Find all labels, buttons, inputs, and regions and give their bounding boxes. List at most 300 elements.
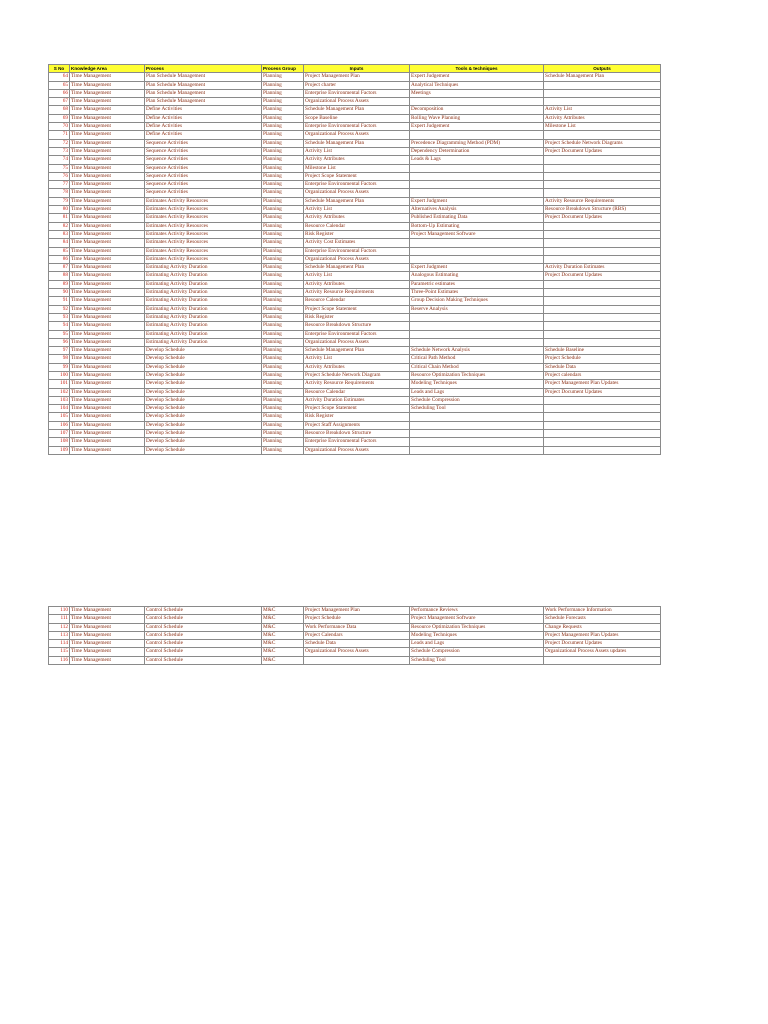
process-cell[interactable]: Plan Schedule Management: [145, 89, 262, 97]
outputs-cell[interactable]: [544, 181, 661, 189]
tools-cell[interactable]: Analogous Estimating: [410, 272, 544, 280]
knowledge-area-cell[interactable]: Time Management: [70, 371, 145, 379]
outputs-cell[interactable]: [544, 280, 661, 288]
inputs-cell[interactable]: Activity Resource Requirements: [304, 289, 410, 297]
knowledge-area-cell[interactable]: Time Management: [70, 289, 145, 297]
inputs-cell[interactable]: Organizational Process Assets: [304, 648, 410, 656]
process-group-cell[interactable]: Planning: [262, 222, 304, 230]
knowledge-area-cell[interactable]: Time Management: [70, 305, 145, 313]
inputs-cell[interactable]: Activity List: [304, 206, 410, 214]
sno-cell[interactable]: 85: [49, 247, 70, 255]
outputs-cell[interactable]: [544, 230, 661, 238]
knowledge-area-cell[interactable]: Time Management: [70, 322, 145, 330]
sno-cell[interactable]: 92: [49, 305, 70, 313]
process-cell[interactable]: Develop Schedule: [145, 371, 262, 379]
process-group-cell[interactable]: Planning: [262, 421, 304, 429]
outputs-cell[interactable]: [544, 438, 661, 446]
inputs-cell[interactable]: Activity Resource Requirements: [304, 380, 410, 388]
outputs-cell[interactable]: [544, 413, 661, 421]
process-cell[interactable]: Estimating Activity Duration: [145, 272, 262, 280]
process-cell[interactable]: Control Schedule: [145, 656, 262, 664]
process-group-cell[interactable]: Planning: [262, 172, 304, 180]
process-cell[interactable]: Define Activities: [145, 123, 262, 131]
process-cell[interactable]: Sequence Activities: [145, 139, 262, 147]
tools-cell[interactable]: Schedule Compression: [410, 396, 544, 404]
inputs-cell[interactable]: Scope Baseline: [304, 114, 410, 122]
tools-cell[interactable]: [410, 239, 544, 247]
process-group-cell[interactable]: Planning: [262, 388, 304, 396]
process-cell[interactable]: Develop Schedule: [145, 355, 262, 363]
tools-cell[interactable]: [410, 131, 544, 139]
tools-cell[interactable]: [410, 430, 544, 438]
sno-cell[interactable]: 116: [49, 656, 70, 664]
sno-cell[interactable]: 110: [49, 607, 70, 615]
process-group-cell[interactable]: Planning: [262, 81, 304, 89]
header-outputs[interactable]: Outputs: [544, 65, 661, 73]
inputs-cell[interactable]: Project Staff Assignments: [304, 421, 410, 429]
knowledge-area-cell[interactable]: Time Management: [70, 615, 145, 623]
header-process[interactable]: Process: [145, 65, 262, 73]
process-group-cell[interactable]: M&C: [262, 623, 304, 631]
sno-cell[interactable]: 74: [49, 156, 70, 164]
process-group-cell[interactable]: Planning: [262, 430, 304, 438]
outputs-cell[interactable]: Resource Breakdown Structure (RBS): [544, 206, 661, 214]
knowledge-area-cell[interactable]: Time Management: [70, 297, 145, 305]
knowledge-area-cell[interactable]: Time Management: [70, 430, 145, 438]
inputs-cell[interactable]: Schedule Management Plan: [304, 197, 410, 205]
outputs-cell[interactable]: [544, 305, 661, 313]
outputs-cell[interactable]: Project Document Updates: [544, 147, 661, 155]
outputs-cell[interactable]: [544, 289, 661, 297]
outputs-cell[interactable]: Project Document Updates: [544, 272, 661, 280]
tools-cell[interactable]: Critical Chain Method: [410, 363, 544, 371]
process-cell[interactable]: Control Schedule: [145, 648, 262, 656]
tools-cell[interactable]: [410, 247, 544, 255]
process-group-cell[interactable]: Planning: [262, 363, 304, 371]
process-cell[interactable]: Estimating Activity Duration: [145, 289, 262, 297]
knowledge-area-cell[interactable]: Time Management: [70, 623, 145, 631]
process-cell[interactable]: Define Activities: [145, 131, 262, 139]
inputs-cell[interactable]: Activity List: [304, 272, 410, 280]
process-cell[interactable]: Develop Schedule: [145, 380, 262, 388]
inputs-cell[interactable]: Project Scope Statement: [304, 405, 410, 413]
process-group-cell[interactable]: Planning: [262, 289, 304, 297]
process-group-cell[interactable]: Planning: [262, 247, 304, 255]
sno-cell[interactable]: 105: [49, 413, 70, 421]
process-group-cell[interactable]: Planning: [262, 89, 304, 97]
process-cell[interactable]: Sequence Activities: [145, 147, 262, 155]
outputs-cell[interactable]: [544, 297, 661, 305]
process-cell[interactable]: Control Schedule: [145, 623, 262, 631]
tools-cell[interactable]: Leads & Lags: [410, 156, 544, 164]
process-group-cell[interactable]: Planning: [262, 181, 304, 189]
process-cell[interactable]: Estimating Activity Duration: [145, 297, 262, 305]
process-cell[interactable]: Control Schedule: [145, 631, 262, 639]
tools-cell[interactable]: Expert Judgment: [410, 264, 544, 272]
sno-cell[interactable]: 68: [49, 106, 70, 114]
knowledge-area-cell[interactable]: Time Management: [70, 98, 145, 106]
tools-cell[interactable]: [410, 164, 544, 172]
knowledge-area-cell[interactable]: Time Management: [70, 206, 145, 214]
inputs-cell[interactable]: Resource Calendar: [304, 222, 410, 230]
sno-cell[interactable]: 115: [49, 648, 70, 656]
inputs-cell[interactable]: Enterprise Environmental Factors: [304, 123, 410, 131]
process-cell[interactable]: Sequence Activities: [145, 164, 262, 172]
inputs-cell[interactable]: Resource Breakdown Structure: [304, 322, 410, 330]
outputs-cell[interactable]: Project calendars: [544, 371, 661, 379]
sno-cell[interactable]: 82: [49, 222, 70, 230]
outputs-cell[interactable]: Schedule Baseline: [544, 347, 661, 355]
process-cell[interactable]: Plan Schedule Management: [145, 73, 262, 81]
outputs-cell[interactable]: [544, 396, 661, 404]
knowledge-area-cell[interactable]: Time Management: [70, 189, 145, 197]
header-sno[interactable]: S No: [49, 65, 70, 73]
outputs-cell[interactable]: [544, 247, 661, 255]
sno-cell[interactable]: 66: [49, 89, 70, 97]
process-cell[interactable]: Sequence Activities: [145, 156, 262, 164]
sno-cell[interactable]: 79: [49, 197, 70, 205]
tools-cell[interactable]: [410, 446, 544, 454]
inputs-cell[interactable]: Project Schedule Network Diagram: [304, 371, 410, 379]
process-cell[interactable]: Estimating Activity Duration: [145, 330, 262, 338]
inputs-cell[interactable]: Schedule Data: [304, 640, 410, 648]
process-group-cell[interactable]: Planning: [262, 371, 304, 379]
sno-cell[interactable]: 65: [49, 81, 70, 89]
outputs-cell[interactable]: Schedule Data: [544, 363, 661, 371]
sno-cell[interactable]: 112: [49, 623, 70, 631]
process-cell[interactable]: Estimates Activity Resources: [145, 230, 262, 238]
process-cell[interactable]: Develop Schedule: [145, 363, 262, 371]
tools-cell[interactable]: Leads and Lags: [410, 640, 544, 648]
sno-cell[interactable]: 83: [49, 230, 70, 238]
sno-cell[interactable]: 78: [49, 189, 70, 197]
tools-cell[interactable]: Alternatives Analysis: [410, 206, 544, 214]
knowledge-area-cell[interactable]: Time Management: [70, 396, 145, 404]
process-group-cell[interactable]: Planning: [262, 147, 304, 155]
outputs-cell[interactable]: [544, 222, 661, 230]
tools-cell[interactable]: Resource Optimization Techniques: [410, 371, 544, 379]
process-cell[interactable]: Estimates Activity Resources: [145, 255, 262, 263]
outputs-cell[interactable]: Activity Attributes: [544, 114, 661, 122]
outputs-cell[interactable]: Project Schedule: [544, 355, 661, 363]
process-cell[interactable]: Define Activities: [145, 106, 262, 114]
knowledge-area-cell[interactable]: Time Management: [70, 656, 145, 664]
inputs-cell[interactable]: Resource Calendar: [304, 388, 410, 396]
outputs-cell[interactable]: [544, 89, 661, 97]
process-group-cell[interactable]: Planning: [262, 139, 304, 147]
knowledge-area-cell[interactable]: Time Management: [70, 230, 145, 238]
sno-cell[interactable]: 98: [49, 355, 70, 363]
inputs-cell[interactable]: Project charter: [304, 81, 410, 89]
sno-cell[interactable]: 104: [49, 405, 70, 413]
tools-cell[interactable]: Critical Path Method: [410, 355, 544, 363]
outputs-cell[interactable]: [544, 322, 661, 330]
process-group-cell[interactable]: Planning: [262, 197, 304, 205]
process-cell[interactable]: Develop Schedule: [145, 413, 262, 421]
knowledge-area-cell[interactable]: Time Management: [70, 156, 145, 164]
sno-cell[interactable]: 99: [49, 363, 70, 371]
process-cell[interactable]: Develop Schedule: [145, 388, 262, 396]
knowledge-area-cell[interactable]: Time Management: [70, 139, 145, 147]
process-cell[interactable]: Develop Schedule: [145, 421, 262, 429]
outputs-cell[interactable]: [544, 131, 661, 139]
outputs-cell[interactable]: Activity Duration Estimates: [544, 264, 661, 272]
process-cell[interactable]: Develop Schedule: [145, 347, 262, 355]
inputs-cell[interactable]: Activity Cost Estimates: [304, 239, 410, 247]
process-group-cell[interactable]: Planning: [262, 322, 304, 330]
knowledge-area-cell[interactable]: Time Management: [70, 421, 145, 429]
tools-cell[interactable]: Meetings: [410, 89, 544, 97]
tools-cell[interactable]: Modeling Techniques: [410, 631, 544, 639]
inputs-cell[interactable]: Resource Breakdown Structure: [304, 430, 410, 438]
outputs-cell[interactable]: [544, 656, 661, 664]
outputs-cell[interactable]: [544, 421, 661, 429]
inputs-cell[interactable]: Project Management Plan: [304, 607, 410, 615]
inputs-cell[interactable]: Milestone List: [304, 164, 410, 172]
header-inputs[interactable]: Inputs: [304, 65, 410, 73]
process-group-cell[interactable]: Planning: [262, 131, 304, 139]
inputs-cell[interactable]: Enterprise Environmental Factors: [304, 247, 410, 255]
knowledge-area-cell[interactable]: Time Management: [70, 106, 145, 114]
tools-cell[interactable]: [410, 413, 544, 421]
knowledge-area-cell[interactable]: Time Management: [70, 197, 145, 205]
process-cell[interactable]: Control Schedule: [145, 615, 262, 623]
sno-cell[interactable]: 76: [49, 172, 70, 180]
knowledge-area-cell[interactable]: Time Management: [70, 363, 145, 371]
tools-cell[interactable]: Rolling Wave Planning: [410, 114, 544, 122]
outputs-cell[interactable]: Activity List: [544, 106, 661, 114]
inputs-cell[interactable]: Resource Calendar: [304, 297, 410, 305]
inputs-cell[interactable]: Project Scope Statement: [304, 172, 410, 180]
sno-cell[interactable]: 72: [49, 139, 70, 147]
knowledge-area-cell[interactable]: Time Management: [70, 264, 145, 272]
inputs-cell[interactable]: Project Calendars: [304, 631, 410, 639]
process-group-cell[interactable]: Planning: [262, 380, 304, 388]
sno-cell[interactable]: 71: [49, 131, 70, 139]
process-group-cell[interactable]: Planning: [262, 396, 304, 404]
sno-cell[interactable]: 91: [49, 297, 70, 305]
knowledge-area-cell[interactable]: Time Management: [70, 607, 145, 615]
tools-cell[interactable]: Parametric estimates: [410, 280, 544, 288]
sno-cell[interactable]: 90: [49, 289, 70, 297]
process-group-cell[interactable]: Planning: [262, 438, 304, 446]
process-cell[interactable]: Control Schedule: [145, 640, 262, 648]
knowledge-area-cell[interactable]: Time Management: [70, 147, 145, 155]
sno-cell[interactable]: 94: [49, 322, 70, 330]
process-cell[interactable]: Estimating Activity Duration: [145, 313, 262, 321]
knowledge-area-cell[interactable]: Time Management: [70, 446, 145, 454]
knowledge-area-cell[interactable]: Time Management: [70, 81, 145, 89]
sno-cell[interactable]: 111: [49, 615, 70, 623]
header-knowledge-area[interactable]: Knowledge Area: [70, 65, 145, 73]
inputs-cell[interactable]: Schedule Management Plan: [304, 139, 410, 147]
inputs-cell[interactable]: Organizational Process Assets: [304, 446, 410, 454]
outputs-cell[interactable]: [544, 156, 661, 164]
process-group-cell[interactable]: M&C: [262, 607, 304, 615]
outputs-cell[interactable]: Activity Resource Requirements: [544, 197, 661, 205]
knowledge-area-cell[interactable]: Time Management: [70, 123, 145, 131]
process-group-cell[interactable]: Planning: [262, 73, 304, 81]
tools-cell[interactable]: Schedule Network Analysis: [410, 347, 544, 355]
process-cell[interactable]: Estimating Activity Duration: [145, 280, 262, 288]
inputs-cell[interactable]: Organizational Process Assets: [304, 338, 410, 346]
tools-cell[interactable]: [410, 421, 544, 429]
process-cell[interactable]: Develop Schedule: [145, 430, 262, 438]
process-group-cell[interactable]: Planning: [262, 206, 304, 214]
process-group-cell[interactable]: Planning: [262, 123, 304, 131]
process-cell[interactable]: Estimates Activity Resources: [145, 214, 262, 222]
knowledge-area-cell[interactable]: Time Management: [70, 89, 145, 97]
sno-cell[interactable]: 70: [49, 123, 70, 131]
process-group-cell[interactable]: Planning: [262, 305, 304, 313]
outputs-cell[interactable]: [544, 98, 661, 106]
tools-cell[interactable]: Dependency Determination: [410, 147, 544, 155]
knowledge-area-cell[interactable]: Time Management: [70, 330, 145, 338]
process-cell[interactable]: Estimates Activity Resources: [145, 197, 262, 205]
knowledge-area-cell[interactable]: Time Management: [70, 313, 145, 321]
tools-cell[interactable]: Project Management Software: [410, 615, 544, 623]
sno-cell[interactable]: 88: [49, 272, 70, 280]
outputs-cell[interactable]: [544, 330, 661, 338]
inputs-cell[interactable]: Activity List: [304, 147, 410, 155]
process-group-cell[interactable]: M&C: [262, 615, 304, 623]
outputs-cell[interactable]: [544, 255, 661, 263]
outputs-cell[interactable]: [544, 239, 661, 247]
process-group-cell[interactable]: Planning: [262, 189, 304, 197]
outputs-cell[interactable]: [544, 164, 661, 172]
process-group-cell[interactable]: Planning: [262, 114, 304, 122]
inputs-cell[interactable]: Work Performance Data: [304, 623, 410, 631]
sno-cell[interactable]: 75: [49, 164, 70, 172]
process-cell[interactable]: Plan Schedule Management: [145, 81, 262, 89]
sno-cell[interactable]: 114: [49, 640, 70, 648]
outputs-cell[interactable]: Organizational Process Assets updates: [544, 648, 661, 656]
outputs-cell[interactable]: [544, 446, 661, 454]
tools-cell[interactable]: [410, 313, 544, 321]
tools-cell[interactable]: Expert Judgment: [410, 197, 544, 205]
inputs-cell[interactable]: Activity Attributes: [304, 156, 410, 164]
tools-cell[interactable]: [410, 189, 544, 197]
inputs-cell[interactable]: Organizational Process Assets: [304, 189, 410, 197]
outputs-cell[interactable]: [544, 313, 661, 321]
outputs-cell[interactable]: Project Management Plan Updates: [544, 380, 661, 388]
process-cell[interactable]: Estimating Activity Duration: [145, 305, 262, 313]
process-cell[interactable]: Sequence Activities: [145, 189, 262, 197]
sno-cell[interactable]: 84: [49, 239, 70, 247]
sno-cell[interactable]: 109: [49, 446, 70, 454]
sno-cell[interactable]: 101: [49, 380, 70, 388]
knowledge-area-cell[interactable]: Time Management: [70, 181, 145, 189]
inputs-cell[interactable]: Activity Attributes: [304, 363, 410, 371]
tools-cell[interactable]: [410, 255, 544, 263]
tools-cell[interactable]: Published Estimating Data: [410, 214, 544, 222]
process-group-cell[interactable]: Planning: [262, 355, 304, 363]
knowledge-area-cell[interactable]: Time Management: [70, 413, 145, 421]
inputs-cell[interactable]: Schedule Management Plan: [304, 347, 410, 355]
sno-cell[interactable]: 95: [49, 330, 70, 338]
header-tools[interactable]: Tools & techniques: [410, 65, 544, 73]
knowledge-area-cell[interactable]: Time Management: [70, 222, 145, 230]
knowledge-area-cell[interactable]: Time Management: [70, 338, 145, 346]
knowledge-area-cell[interactable]: Time Management: [70, 347, 145, 355]
outputs-cell[interactable]: Milestone List: [544, 123, 661, 131]
process-group-cell[interactable]: Planning: [262, 446, 304, 454]
knowledge-area-cell[interactable]: Time Management: [70, 131, 145, 139]
tools-cell[interactable]: [410, 330, 544, 338]
tools-cell[interactable]: Reserve Analysis: [410, 305, 544, 313]
tools-cell[interactable]: Modeling Techniques: [410, 380, 544, 388]
knowledge-area-cell[interactable]: Time Management: [70, 438, 145, 446]
process-cell[interactable]: Develop Schedule: [145, 446, 262, 454]
sno-cell[interactable]: 102: [49, 388, 70, 396]
process-cell[interactable]: Develop Schedule: [145, 396, 262, 404]
knowledge-area-cell[interactable]: Time Management: [70, 172, 145, 180]
outputs-cell[interactable]: Work Performance Information: [544, 607, 661, 615]
process-group-cell[interactable]: Planning: [262, 313, 304, 321]
knowledge-area-cell[interactable]: Time Management: [70, 73, 145, 81]
knowledge-area-cell[interactable]: Time Management: [70, 239, 145, 247]
process-group-cell[interactable]: M&C: [262, 648, 304, 656]
outputs-cell[interactable]: [544, 338, 661, 346]
tools-cell[interactable]: Scheduling Tool: [410, 405, 544, 413]
inputs-cell[interactable]: Enterprise Environmental Factors: [304, 330, 410, 338]
process-cell[interactable]: Define Activities: [145, 114, 262, 122]
sno-cell[interactable]: 64: [49, 73, 70, 81]
outputs-cell[interactable]: [544, 405, 661, 413]
process-cell[interactable]: Develop Schedule: [145, 405, 262, 413]
outputs-cell[interactable]: Project Document Updates: [544, 214, 661, 222]
tools-cell[interactable]: Project Management Software: [410, 230, 544, 238]
knowledge-area-cell[interactable]: Time Management: [70, 214, 145, 222]
tools-cell[interactable]: Precedence Diagramming Method (PDM): [410, 139, 544, 147]
sno-cell[interactable]: 97: [49, 347, 70, 355]
tools-cell[interactable]: Expert Judgement: [410, 73, 544, 81]
outputs-cell[interactable]: Project Document Updates: [544, 640, 661, 648]
process-cell[interactable]: Estimating Activity Duration: [145, 338, 262, 346]
process-group-cell[interactable]: Planning: [262, 338, 304, 346]
sno-cell[interactable]: 89: [49, 280, 70, 288]
inputs-cell[interactable]: Schedule Management Plan: [304, 106, 410, 114]
tools-cell[interactable]: Three-Point Estimates: [410, 289, 544, 297]
inputs-cell[interactable]: Activity List: [304, 355, 410, 363]
process-cell[interactable]: Estimating Activity Duration: [145, 264, 262, 272]
sno-cell[interactable]: 69: [49, 114, 70, 122]
outputs-cell[interactable]: Project Document Updates: [544, 388, 661, 396]
process-group-cell[interactable]: Planning: [262, 297, 304, 305]
sno-cell[interactable]: 86: [49, 255, 70, 263]
inputs-cell[interactable]: Organizational Process Assets: [304, 98, 410, 106]
tools-cell[interactable]: [410, 98, 544, 106]
tools-cell[interactable]: [410, 172, 544, 180]
tools-cell[interactable]: Leads and Lags: [410, 388, 544, 396]
sno-cell[interactable]: 100: [49, 371, 70, 379]
tools-cell[interactable]: [410, 438, 544, 446]
process-group-cell[interactable]: Planning: [262, 264, 304, 272]
sno-cell[interactable]: 81: [49, 214, 70, 222]
knowledge-area-cell[interactable]: Time Management: [70, 640, 145, 648]
inputs-cell[interactable]: Organizational Process Assets: [304, 131, 410, 139]
process-group-cell[interactable]: Planning: [262, 98, 304, 106]
process-group-cell[interactable]: M&C: [262, 631, 304, 639]
process-group-cell[interactable]: Planning: [262, 347, 304, 355]
knowledge-area-cell[interactable]: Time Management: [70, 380, 145, 388]
inputs-cell[interactable]: Enterprise Environmental Factors: [304, 181, 410, 189]
inputs-cell[interactable]: Activity Attributes: [304, 214, 410, 222]
tools-cell[interactable]: Analytical Techniques: [410, 81, 544, 89]
inputs-cell[interactable]: [304, 656, 410, 664]
knowledge-area-cell[interactable]: Time Management: [70, 648, 145, 656]
knowledge-area-cell[interactable]: Time Management: [70, 247, 145, 255]
